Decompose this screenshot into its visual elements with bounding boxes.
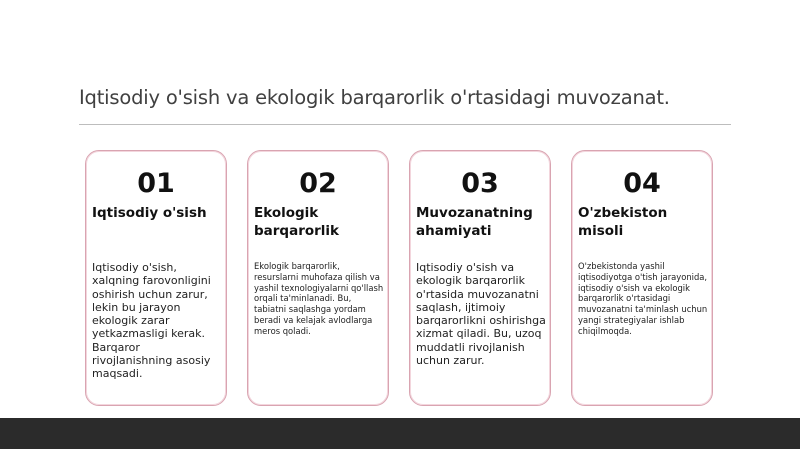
card-heading: Ekologik barqarorlik: [254, 205, 340, 239]
card-heading: Iqtisodiy o'sish: [92, 205, 207, 221]
card-body: O'zbekistonda yashil iqtisodiyotga o'tish jarayonida, iqtisodiy o'sish va ekologik barqarorlik o'rtasidagi muvozanatni ta'minlash uchun yangi strategiyalar ishlab chiqilmoqda.: [578, 261, 708, 336]
card-body: Iqtisodiy o'sish, xalqning farovonligini oshirish uchun zarur, lekin bu jarayon ekologik zarar yetkazmasligi kerak. Barqaror rivojlanishning asosiy maqsadi.: [92, 261, 211, 381]
card-number: 03: [461, 168, 499, 199]
card-heading: O'zbekiston misoli: [578, 205, 668, 239]
card-heading: Muvozanatning ahamiyati: [416, 205, 533, 239]
card-uzbekistan-example: [571, 150, 713, 406]
card-number: 04: [623, 168, 661, 199]
footer-bar: [0, 418, 800, 449]
card-ecological-sustainability: [247, 150, 389, 406]
card-economic-growth: [85, 150, 227, 406]
slide-title: Iqtisodiy o'sish va ekologik barqarorlik o'rtasidagi muvozanat.: [79, 86, 670, 109]
card-balance-importance: [409, 150, 551, 406]
card-number: 01: [137, 168, 175, 199]
card-body: Iqtisodiy o'sish va ekologik barqarorlik o'rtasida muvozanatni saqlash, ijtimoiy barqarorlikni oshirishga xizmat qiladi. Bu, uzoq muddatli rivojlanish uchun zarur.: [416, 261, 546, 368]
card-body: Ekologik barqarorlik, resurslarni muhofaza qilish va yashil texnologiyalarni qo'llash orqali ta'minlanadi. Bu, tabiatni saqlashga yordam beradi va kelajak avlodlarga meros qoladi.: [254, 261, 384, 336]
card-number: 02: [299, 168, 337, 199]
title-divider: [79, 124, 731, 125]
